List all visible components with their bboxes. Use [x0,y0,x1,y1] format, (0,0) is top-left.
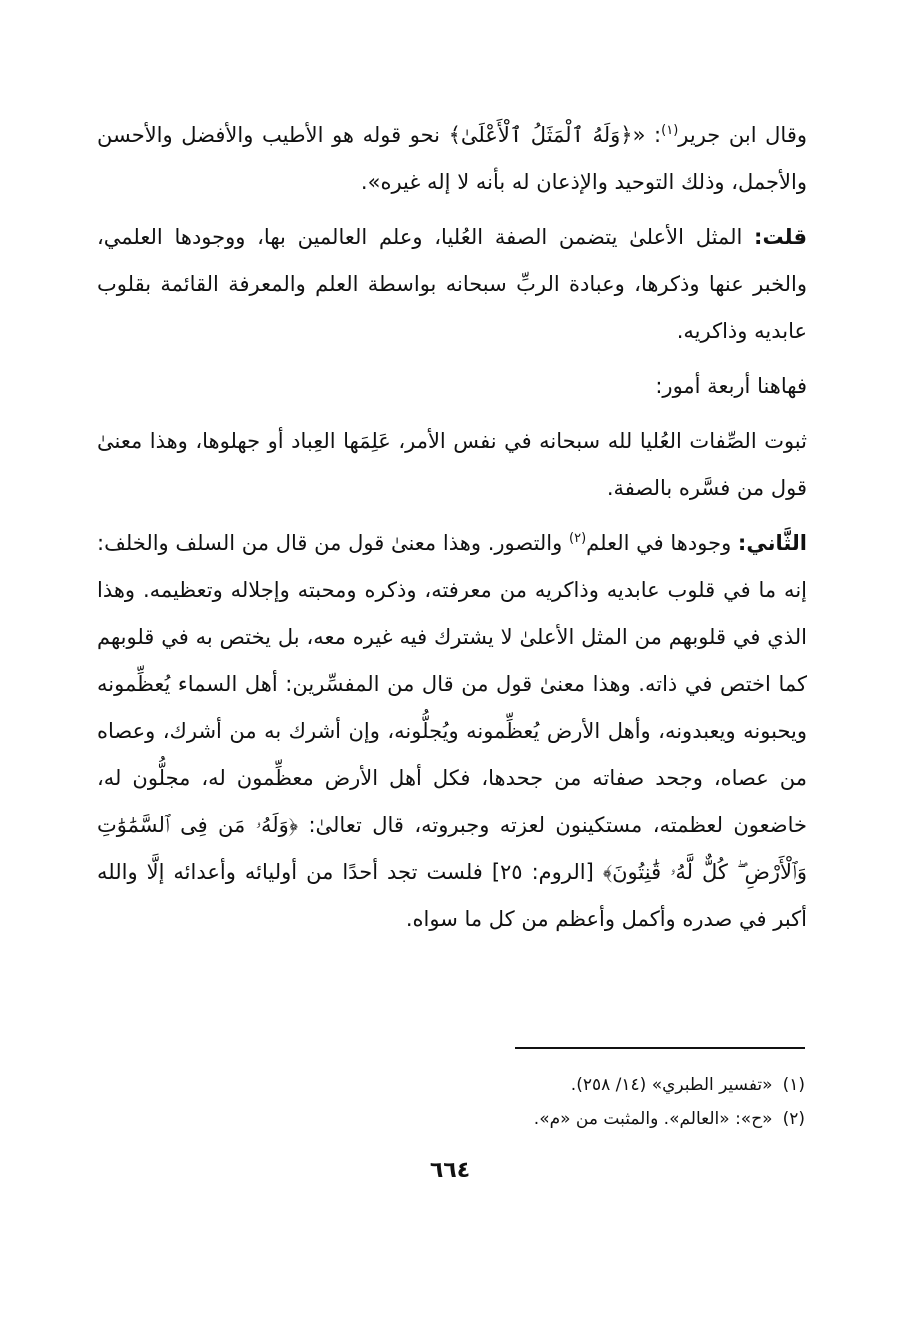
footnote-number: (٢) [782,1109,805,1129]
footnote-ref-2[interactable]: (٢) [569,531,587,546]
paragraph-text: : «﴿وَلَهُ ٱلْمَثَلُ ٱلْأَعْلَىٰ﴾ نحو قوله هو الأطيب والأفضل والأحسن والأجمل، وذلك التوحيد والإذعان له بأنه لا إله غيره». [97,123,807,194]
footnote-ref-1[interactable]: (١) [661,123,679,138]
paragraph-first-matter [97,418,807,512]
page-body [97,112,807,951]
paragraph-lead: قلت: [754,225,807,249]
paragraph-text: فهاهنا أربعة أمور: [655,374,807,398]
footnote-1 [300,1068,805,1102]
paragraph-text: ثبوت الصِّفات العُليا لله سبحانه في نفس الأمر، عَلِمَها العِباد أو جهلوها، وهذا معنىٰ قول من فسَّره بالصفة. [97,429,807,500]
footnote-text: «ح»: «العالم». والمثبت من «م». [533,1109,773,1129]
footnote-number: (١) [782,1075,805,1095]
paragraph-four-matters [97,363,807,410]
paragraph-ibn-jarir [97,112,807,206]
paragraph-second-matter [97,520,807,943]
footnotes [300,1068,805,1136]
paragraph-qult [97,214,807,355]
paragraph-text: وقال ابن جرير [678,123,808,147]
paragraph-text: المثل الأعلىٰ يتضمن الصفة العُليا، وعلم العالمين بها، ووجودها العلمي، والخبر عنها وذكرها، وعبادة الربِّ سبحانه بواسطة العلم والمعرفة القائمة بقلوب عابديه وذاكريه. [97,225,807,343]
paragraph-text: والتصور. وهذا معنىٰ قول من قال من السلف والخلف: إنه ما في قلوب عابديه وذاكريه من معرفته، وذكره ومحبته وإجلاله وتعظيمه. وهذا الذي في قلوبهم من المثل الأعلىٰ لا يشترك فيه غيره معه، بل يختص به في قلوبهم كما اختص في ذاته. وهذا معنىٰ قول من قال من المفسِّرين: أهل السماء يُعظِّمونه ويحبونه ويعبدونه، وأهل الأرض يُعظِّمونه ويُجلُّونه، وإن أشرك به من أشرك، وعصاه من عصاه، وجحد صفاته من جحدها، فكل أهل الأرض معظِّمون له، مجلُّون له، خاضعون لعظمته، مستكينون لعزته وجبروته، قال تعالىٰ: ﴿وَلَهُۥ مَن فِى ٱلسَّمَٰوَٰتِ وَٱلْأَرْضِ ۖ كُلٌّ لَّهُۥ قَٰنِتُونَ﴾ [الروم: ٢٥] فلست تجد أحدًا من أوليائه وأعدائه إلَّا والله أكبر في صدره وأكمل وأعظم من كل ما سواه. [97,531,807,931]
footnote-2 [300,1102,805,1136]
page-number: ٦٦٤ [429,1158,471,1183]
paragraph-text: وجودها في العلم [586,531,738,555]
footnote-text: «تفسير الطبري» (١٤/ ٢٥٨). [570,1075,773,1095]
footnote-divider [515,1047,805,1049]
paragraph-lead: الثَّاني: [737,531,807,555]
